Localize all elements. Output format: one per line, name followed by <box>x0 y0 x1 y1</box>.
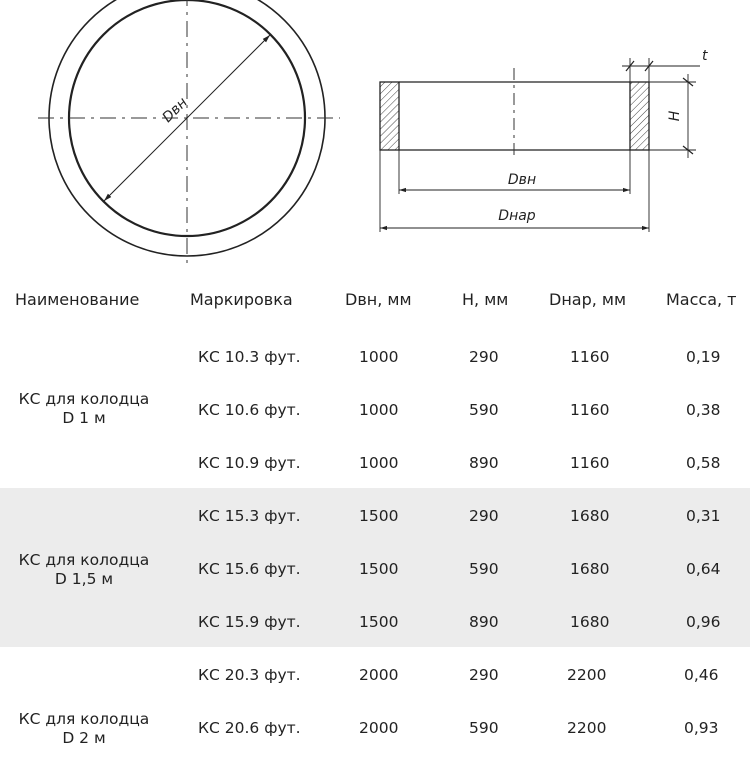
plan-diameter-label: Dвн <box>159 94 191 126</box>
group-name-line2: D 2 м <box>62 729 106 747</box>
wall-right <box>630 82 649 150</box>
cell-d-in: 1000 <box>359 348 399 366</box>
header-d-out: Dнар, мм <box>549 290 627 309</box>
ring-drawing-svg <box>0 0 750 270</box>
dout-label: Dнар <box>498 208 536 224</box>
table-group-d2 <box>0 647 750 757</box>
wall-left <box>380 82 399 150</box>
cell-mass: 0,64 <box>686 560 721 578</box>
cell-d-out: 1680 <box>570 507 610 525</box>
cell-mark: КС 10.6 фут. <box>198 401 301 419</box>
cell-mark: КС 10.3 фут. <box>198 348 301 366</box>
header-mark: Маркировка <box>190 290 293 309</box>
group-name-line2: D 1,5 м <box>54 570 114 588</box>
cell-h: 590 <box>469 401 499 419</box>
cell-mark: КС 10.9 фут. <box>198 454 301 472</box>
cell-h: 590 <box>469 560 499 578</box>
cell-d-out: 1160 <box>570 401 610 419</box>
t-label: t <box>702 48 708 64</box>
cell-d-in: 1500 <box>359 560 399 578</box>
cell-h: 290 <box>469 348 499 366</box>
table-row <box>0 490 750 543</box>
cell-d-out: 2200 <box>567 719 607 737</box>
table-row <box>0 543 750 596</box>
group-name-line1: КС для колодца <box>18 551 150 569</box>
header-mass: Масса, т <box>666 290 737 309</box>
cell-h: 590 <box>469 719 499 737</box>
cell-d-out: 2200 <box>567 666 607 684</box>
cell-h: 290 <box>469 666 499 684</box>
group-name-line1: КС для колодца <box>18 390 150 408</box>
cell-mass: 0,31 <box>686 507 721 525</box>
cell-mass: 0,46 <box>684 666 719 684</box>
section-view <box>380 48 708 232</box>
cell-mass: 0,38 <box>686 401 721 419</box>
cell-d-in: 2000 <box>359 719 399 737</box>
table-row <box>0 437 750 490</box>
technical-drawings <box>0 0 750 270</box>
cell-d-in: 1500 <box>359 613 399 631</box>
cell-d-out: 1160 <box>570 454 610 472</box>
din-label: Dвн <box>507 172 537 188</box>
h-label: H <box>667 110 683 122</box>
cell-d-in: 1500 <box>359 507 399 525</box>
header-d-in: Dвн, мм <box>345 290 412 309</box>
cell-h: 890 <box>469 613 499 631</box>
table-row <box>0 596 750 649</box>
header-h: H, мм <box>462 290 509 309</box>
cell-d-in: 1000 <box>359 454 399 472</box>
table-row <box>0 702 750 755</box>
cell-mark: КС 15.3 фут. <box>198 507 301 525</box>
cell-mark: КС 20.3 фут. <box>198 666 301 684</box>
cell-d-out: 1680 <box>570 560 610 578</box>
cell-mark: КС 20.6 фут. <box>198 719 301 737</box>
table-group-d1-5 <box>0 488 750 647</box>
cell-d-in: 1000 <box>359 401 399 419</box>
cell-mark: КС 15.6 фут. <box>198 560 301 578</box>
table-row <box>0 384 750 437</box>
cell-d-out: 1160 <box>570 348 610 366</box>
group-name-line2: D 1 м <box>62 409 106 427</box>
cell-d-in: 2000 <box>359 666 399 684</box>
table-header <box>0 276 750 326</box>
cell-mass: 0,93 <box>684 719 719 737</box>
cell-h: 290 <box>469 507 499 525</box>
cell-d-out: 1680 <box>570 613 610 631</box>
header-name: Наименование <box>15 290 140 309</box>
cell-mark: КС 15.9 фут. <box>198 613 301 631</box>
table-group-d1 <box>0 331 750 490</box>
cell-mass: 0,96 <box>686 613 721 631</box>
cell-mass: 0,19 <box>686 348 721 366</box>
plan-view <box>38 0 340 268</box>
table-row <box>0 649 750 702</box>
cell-mass: 0,58 <box>686 454 721 472</box>
group-name-line1: КС для колодца <box>18 710 150 728</box>
table-row <box>0 331 750 384</box>
cell-h: 890 <box>469 454 499 472</box>
